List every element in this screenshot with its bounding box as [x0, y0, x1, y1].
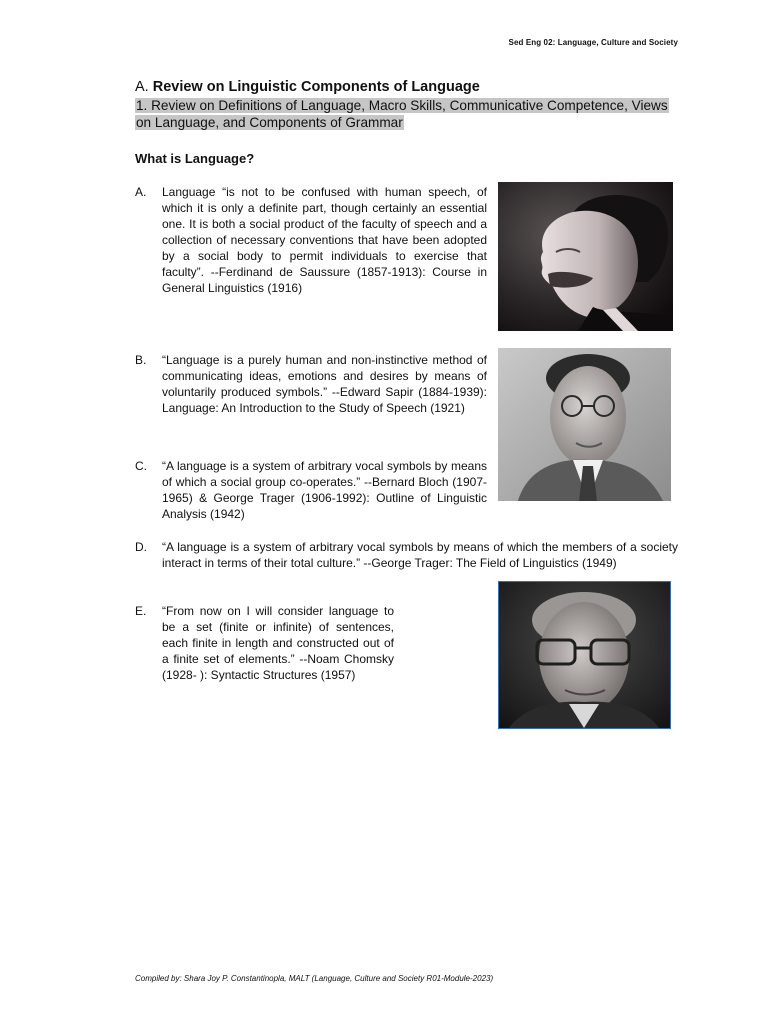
definition-item-b: [135, 352, 487, 416]
definition-text: “From now on I will consider language to be a set (finite or infinite) of sentences, each finite in length and constructed out of a finite set of elements.” --Noam Chomsky (1928- ): Syntactic Structures (1957): [162, 604, 394, 682]
item-marker: E.: [135, 604, 147, 618]
portrait-chomsky: [498, 581, 671, 729]
question-heading: What is Language?: [135, 151, 255, 166]
footer-credit: Compiled by: Shara Joy P. Constantinopla, MALT (Language, Culture and Society R01-Module-2023): [135, 974, 494, 983]
item-marker: A.: [135, 185, 147, 199]
section-letter: A.: [135, 79, 149, 95]
definition-text: “A language is a system of arbitrary vocal symbols by means of which the members of a society interact in terms of their total culture.” --George Trager: The Field of Linguistics (1949): [162, 540, 678, 570]
definition-item-c: [135, 458, 487, 522]
portrait-saussure: [498, 182, 673, 331]
section-heading: [135, 79, 480, 95]
item-marker: C.: [135, 459, 147, 473]
item-marker: D.: [135, 540, 147, 554]
definition-item-d: [135, 539, 678, 571]
portrait-image: [498, 182, 673, 331]
portrait-image: [499, 582, 670, 728]
subtitle-highlight: 1. Review on Definitions of Language, Macro Skills, Communicative Competence, Views on Language, and Components of Grammar: [136, 98, 668, 130]
definition-text: “A language is a system of arbitrary vocal symbols by means of which a social group co-operates.” --Bernard Bloch (1907-1965) & George Trager (1906-1992): Outline of Linguistic Analysis (1942): [162, 459, 487, 521]
portrait-image: [498, 348, 671, 501]
definition-item-a: [135, 184, 487, 296]
section-title: Review on Linguistic Components of Language: [152, 79, 480, 95]
item-marker: B.: [135, 353, 147, 367]
definition-text: “Language is a purely human and non-instinctive method of communicating ideas, emotions and desires by means of voluntarily produced symbols.” --Edward Sapir (1884-1939): Language: An Introduction to the Study of Speech (1921): [162, 353, 487, 415]
definition-text: Language “is not to be confused with human speech, of which it is only a definite part, though certainly an essential one. It is both a social product of the faculty of speech and a collection of necessary conventions that have been adopted by a social body to permit individuals to exercise that faculty”. --Ferdinand de Saussure (1857-1913): Course in General Linguistics (1916): [162, 185, 487, 295]
running-header: Sed Eng 02: Language, Culture and Society: [508, 38, 678, 47]
section-subtitle: [135, 97, 680, 131]
definition-item-e: [135, 603, 394, 683]
portrait-sapir: [498, 348, 671, 501]
